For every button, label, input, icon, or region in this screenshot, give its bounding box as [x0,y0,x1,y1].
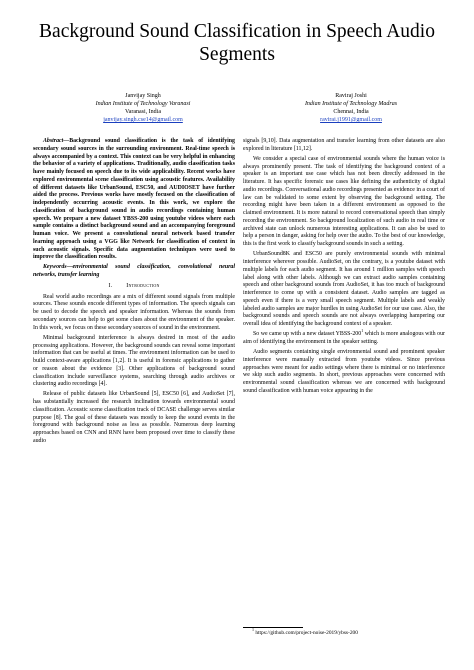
author-affiliation: Indian Institute of Technology Madras [304,101,398,108]
body-paragraph-1: We consider a special case of environmental sounds where the human voice is always prominently present. The task of identifying the background context of a speaker is an important use case which has not been directly addressed in the literature. It has specific forensic use cases like defining the authenticity of digital audio recordings. Conversational audio recordings presented as evidence in a court of law can be validated to some extent by observing the background setting. The recording might have been taken in a different environment as opposed to the claimed environment. It is more natural to record conversational speech than simply recording the environment. So background localization of such audio in real time or archived state can unlock numerous interesting applications. It can also be used to help a person in danger, asking for help over the audio. To the best of our knowledge, this is the first work to classify background sounds in such a setting. [243,155,445,248]
intro-paragraph-2: Minimal background interference is always desired in most of the audio processing applications. However, the background sounds can reveal some important information that can be useful at times. The environment information can be used to build context-aware applications [1,2]. It is useful in forensic applications to gather or reason about the evidence [3]. Other applications of background sound classification include surveillance systems, searching through audio archives or clustering audio recordings [4]. [33,334,235,388]
title-line-1: Background Sound Classification in Speech Audio [39,21,435,42]
continued-paragraph: signals [9,10]. Data augmentation and transfer learning from other datasets are also explored in literature [11,12]. [243,138,445,152]
body-paragraph-3 [243,328,445,347]
author-location: Varanasi, India [125,109,161,116]
author-affiliation: Indian Institute of Technology Varanasi [95,101,191,108]
footnote [252,627,452,637]
author-block-1 [48,92,238,124]
intro-paragraph-1: Real world audio recordings are a mix of different sound signals from multiple sources. These sounds encode different types of information. The speech signals can be used to decode the speech and speaker information. Whereas the sounds from secondary sources can help to get some clues about the environment of the speaker. In this work, we focus on these secondary sources of sound in the environment. [33,293,235,331]
body-paragraph-2: UrbanSound8K and ESC50 are purely environmental sounds with minimal interference wherever possible. AudioSet, on the contrary, is a youtube dataset with multiple labels for each audio segment. It has around 1 million samples with speech label along with other labels. Although we can extract audio samples containing speech and other background sounds from AudioSet, it has too much of background interference to come up with a consistent dataset. Audio samples are tagged as speech even if there is a very small speech segment. Multiple labels and weakly labeled audio samples are major hurdles in using AudioSet for our use case. Also, the background sounds and speech sounds are not always overlapping hampering our overall idea of identifying the background context of a speaker. [243,251,445,328]
body-paragraph-4: Audio segments containing single environmental sound and prominent speaker interference were manually extracted from youtube videos. Since previous approaches were meant for audio settings where there is minimal or no interference we skip such audio segments. In short, previous approaches were concerned with environmental sound classification whereas we are concerned with background sound classification with human voice appearing in the [243,349,445,394]
author-name: Raviraj Joshi [335,93,367,99]
author-location: Chennai, India [333,109,369,116]
title-line-2: Segments [199,44,275,65]
ybss-text-pre: So we came up with a new dataset YBSS-200 [253,331,362,338]
author-name: Janvijay Singh [125,93,161,99]
left-column [33,138,235,448]
section-title: Introduction [126,282,160,289]
author-email-link[interactable]: janvijay.singh.cse14@gmail.com [103,117,183,124]
intro-paragraph-3: Release of public datasets like UrbanSound [5], ESC50 [6], and AudioSet [7], has substantially increased the research inclination towards environmental sound classification. Acoustic scene classification track of DCASE challenge serves similar purpose [8]. The goal of these datasets was mostly to keep the sound events in the foreground with background noise as less as possible. Numerous deep learning approaches based on CNN and RNN have been proposed over time to classify these audio [33,391,235,444]
author-block-2 [256,92,446,124]
paper-title [20,20,454,66]
abstract [33,138,235,262]
footnote-number: 1 [252,627,254,633]
right-column [243,138,445,398]
section-heading [33,283,235,291]
footnote-text: https://github.com/project-noise-2019/ybss-200 [254,630,358,636]
ybss-text-post: which is more analogous with our aim of identifying the environment in the speaker setting. [243,331,445,345]
abstract-text: Background sound classification is the task of identifying secondary sound sources in the surrounding environment. Real-time speech is always accompanied by a context. This context can be very helpful in enhancing the behavior of a variety of applications. Traditionally, audio classification tasks have mainly focused on speech due to its wide applicability. Recent works have explored environmental scene classification using acoustic features. Availability of different datasets like UrbanSound, ESC50, and AUDIOSET have further aided the process. Previous works have mostly focused on the classification of independently occurring acoustic events. In this work, we explore the classification of background sound in audio recordings containing human speech. We prepare a new dataset YBSS-200 using youtube videos where each sample contains a distinct background sound and an accompanying foreground human voice. We present a convolutional neural network based transfer learning approach using a VGG like Network for classification of context in such acoustic signals. Specific data augmentation techniques were used to improve the classification results. [33,138,235,261]
section-number: I. [108,282,113,289]
abstract-lead: Abstract— [43,138,70,144]
keywords: Keywords—environmental sound classification, convolutional neural networks, transfer learning [33,264,235,279]
footnote-marker: 1 [361,328,364,334]
author-email-link[interactable]: ravirai.j1991@gmail.com [320,117,382,124]
